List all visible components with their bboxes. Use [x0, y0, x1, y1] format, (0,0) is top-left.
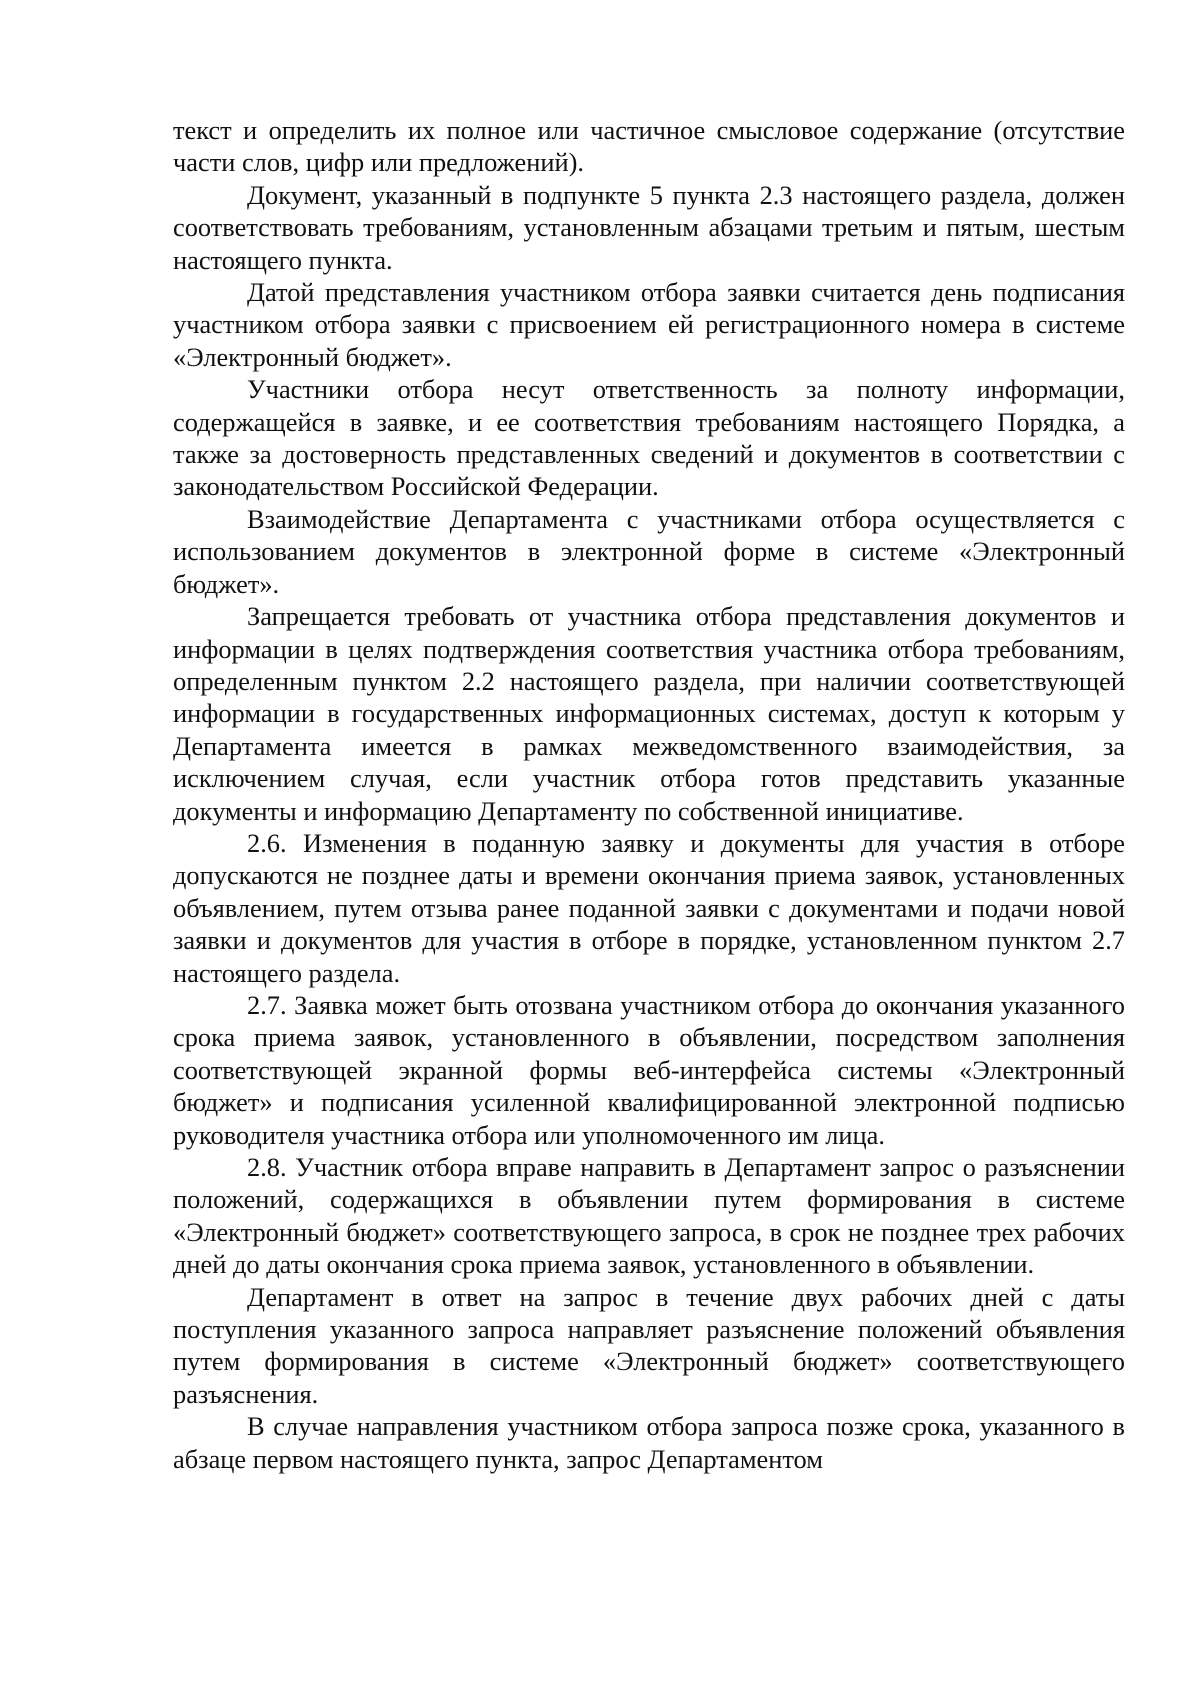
paragraph-document-requirements: Документ, указанный в подпункте 5 пункта 2.3 настоящего раздела, должен соответствовать требованиям, установленным абзацами третьим и пятым, шестым настоящего пункта. — [173, 179, 1125, 275]
paragraph-interaction: Взаимодействие Департамента с участниками отбора осуществляется с использованием документов в электронной форме в системе «Электронный бюджет». — [173, 503, 1125, 599]
paragraph-prohibition: Запрещается требовать от участника отбора представления документов и информации в целях подтверждения соответствия участника отбора требованиям, определенным пунктом 2.2 настоящего раздела, при наличии соответствующей информации в государственных информационных системах, доступ к которым у Департамента имеется в рамках межведомственного взаимодействия, за исключением случая, если участник отбора готов представить указанные документы и информацию Департаменту по собственной инициативе. — [173, 601, 1125, 826]
paragraph-submission-date: Датой представления участником отбора заявки считается день подписания участником отбора заявки с присвоением ей регистрационного номера в системе «Электронный бюджет». — [173, 277, 1125, 372]
document-page — [173, 114, 1125, 1475]
paragraph-late-request: В случае направления участником отбора запроса позже срока, указанного в абзаце первом настоящего пункта, запрос Департаментом — [173, 1411, 1125, 1474]
paragraph-2-8: 2.8. Участник отбора вправе направить в Департамент запрос о разъяснении положений, содержащихся в объявлении путем формирования в системе «Электронный бюджет» соответствующего запроса, в срок не позднее трех рабочих дней до даты окончания срока приема заявок, установленного в объявлении. — [173, 1152, 1125, 1280]
paragraph-2-7: 2.7. Заявка может быть отозвана участником отбора до окончания указанного срока приема заявок, установленного в объявлении, посредством заполнения соответствующей экранной формы веб-интерфейса системы «Электронный бюджет» и подписания усиленной квалифицированной электронной подписью руководителя участника отбора или уполномоченного им лица. — [173, 989, 1125, 1150]
paragraph-2-6: 2.6. Изменения в поданную заявку и документы для участия в отборе допускаются не позднее даты и времени окончания приема заявок, установленных объявлением, путем отзыва ранее поданной заявки с документами и подачи новой заявки и документов для участия в отборе в порядке, установленном пунктом 2.7 настоящего раздела. — [173, 827, 1125, 988]
paragraph-continuation: текст и определить их полное или частичное смысловое содержание (отсутствие части слов, цифр или предложений). — [173, 115, 1125, 178]
paragraph-participant-responsibility: Участники отбора несут ответственность за полноту информации, содержащейся в заявке, и ее соответствия требованиям настоящего Порядка, а также за достоверность представленных сведений и документов в соответствии с законодательством Российской Федерации. — [173, 374, 1125, 502]
paragraph-clarification-response: Департамент в ответ на запрос в течение двух рабочих дней с даты поступления указанного запроса направляет разъяснение положений объявления путем формирования в системе «Электронный бюджет» соответствующего разъяснения. — [173, 1281, 1125, 1409]
